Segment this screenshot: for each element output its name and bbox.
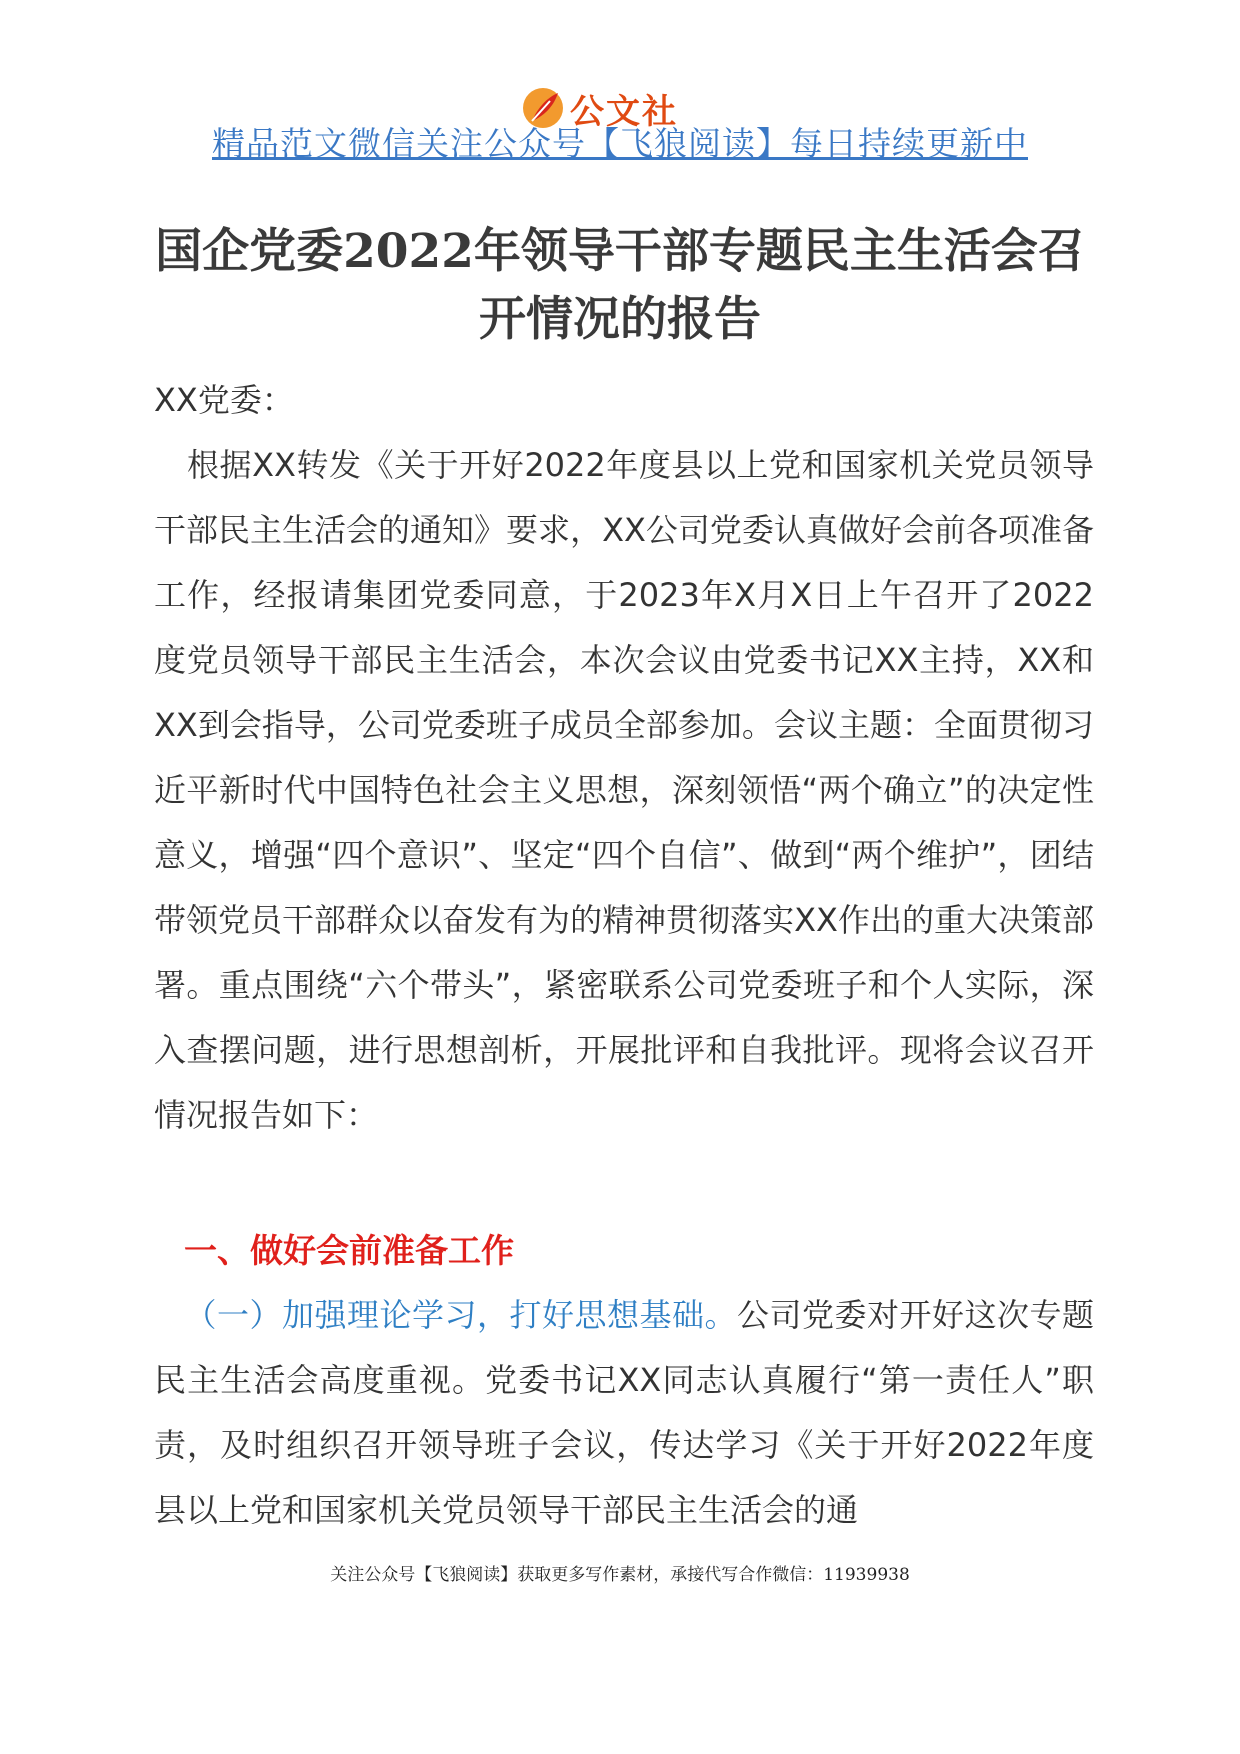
subheading-1: （一）加强理论学习，打好思想基础。 [184,1296,737,1334]
logo-text: 公文社 [570,91,678,132]
paragraph-section-1-text: 公司党委对开好这次专题民主生活会高度重视。党委书记XX同志认真履行“第一责任人”职责，及时组织召开领导班子会议，传达学习《关于开好2022年度县以上党和国家机关党员领导干部民主生活会的通 [154,1296,1094,1529]
salutation: XX党委： [154,381,294,419]
title-line-2: 开情况的报告 [479,292,761,347]
paragraph-intro: 根据XX转发《关于开好2022年度县以上党和国家机关党员领导干部民主生活会的通知》要求，XX公司党委认真做好会前各项准备工作，经报请集团党委同意，于2023年X月X日上午召开了2022度党员领导干部民主生活会，本次会议由党委书记XX主持，XX和XX到会指导，公司党委班子成员全部参加。会议主题：全面贯彻习近平新时代中国特色社会主义思想，深刻领悟“两个确立”的决定性意义，增强“四个意识”、坚定“四个自信”、做到“两个维护”，团结带领党员干部群众以奋发有为的精神贯彻落实XX作出的重大决策部署。重点围绕“六个带头”，紧密联系公司党委班子和个人实际，深入查摆问题，进行思想剖析，开展批评和自我批评。现将会议召开情况报告如下： [154,446,1094,1134]
title-line-1: 国企党委2022年领导干部专题民主生活会召 [155,224,1085,279]
section-heading-1: 一、做好会前准备工作 [184,1231,514,1270]
promo-link[interactable]: 精品范文微信关注公众号【飞狼阅读】每日持续更新中 [212,124,1028,163]
page-footer: 关注公众号【飞狼阅读】获取更多写作素材，承接代写合作微信：11939938 [330,1565,910,1585]
paragraph-section-1 [154,1283,1094,1543]
document-title [150,218,1090,354]
